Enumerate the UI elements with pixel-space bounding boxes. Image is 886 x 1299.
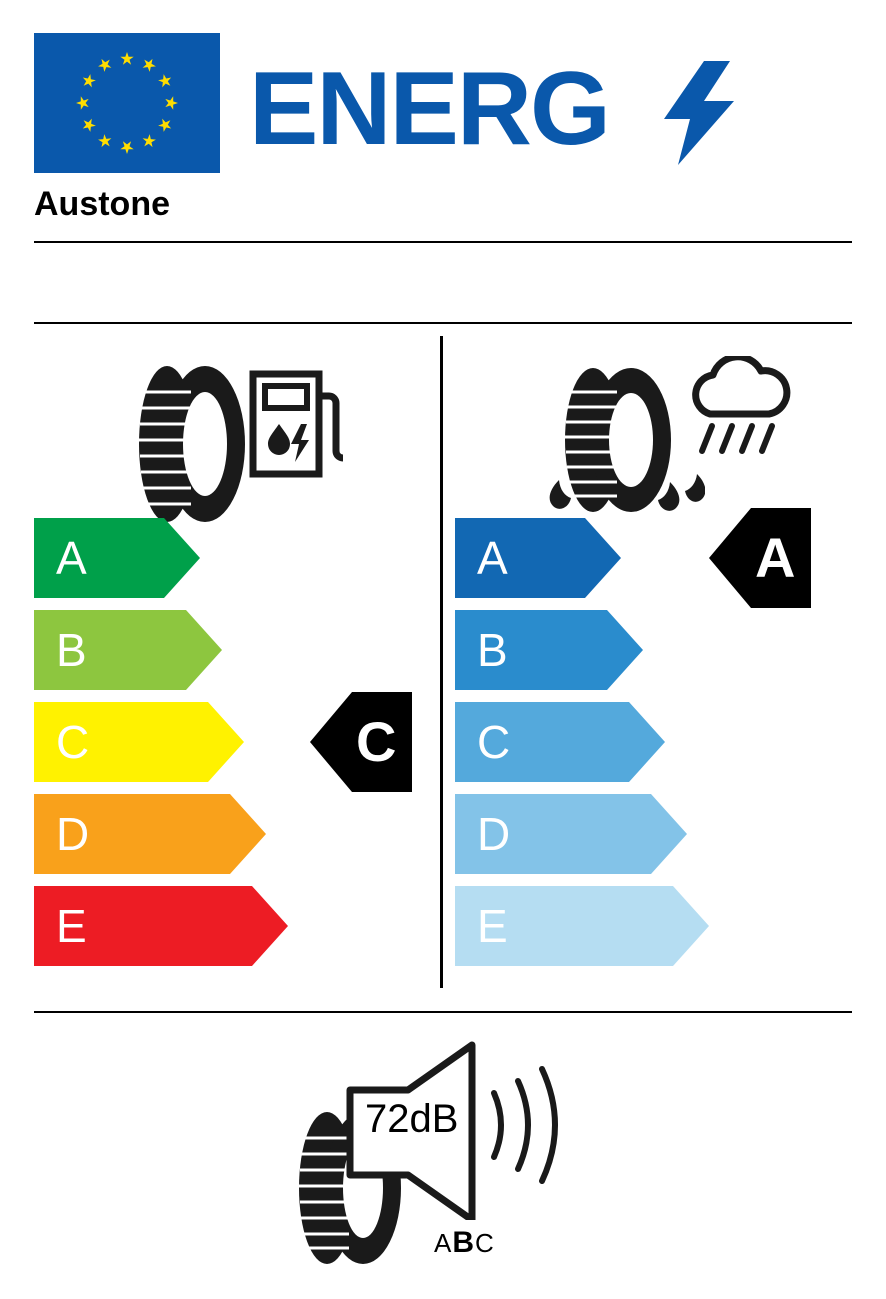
wet-grade-row bbox=[455, 518, 855, 598]
fuel-selected-pointer bbox=[310, 692, 412, 792]
wet-grip-icons bbox=[455, 348, 855, 523]
label-header bbox=[34, 33, 852, 173]
fuel-grade-arrow bbox=[34, 794, 266, 874]
divider-below-panels bbox=[34, 1011, 852, 1013]
noise-panel bbox=[34, 1030, 852, 1280]
divider-between-panels bbox=[440, 336, 443, 988]
fuel-selected-grade: C bbox=[356, 710, 397, 773]
wet-grade-row bbox=[455, 702, 855, 782]
noise-value: 72dB bbox=[365, 1097, 459, 1141]
fuel-grade-arrow bbox=[34, 610, 222, 690]
wet-grip-panel bbox=[455, 336, 855, 996]
wet-grade-arrow bbox=[455, 610, 643, 690]
wet-grade-arrow bbox=[455, 886, 709, 966]
lightning-bolt-icon bbox=[664, 61, 734, 165]
divider-above-panels bbox=[34, 322, 852, 324]
energy-wordmark: ENERG bbox=[249, 51, 609, 167]
grade-letter: B bbox=[56, 624, 87, 676]
fuel-grade-row bbox=[34, 610, 434, 690]
grade-letter: A bbox=[56, 532, 87, 584]
grade-letter: C bbox=[56, 716, 90, 768]
wet-grade-arrow bbox=[455, 518, 621, 598]
fuel-grade-arrow bbox=[34, 702, 244, 782]
wet-grade-arrow bbox=[455, 702, 665, 782]
rain-cloud-icon bbox=[680, 356, 800, 476]
noise-class-a: A bbox=[434, 1228, 453, 1258]
grade-letter: D bbox=[477, 808, 511, 860]
fuel-pump-icon bbox=[249, 368, 344, 478]
grade-letter: A bbox=[477, 532, 508, 584]
brand-name: Austone bbox=[34, 185, 170, 223]
fuel-grade-row bbox=[34, 886, 434, 966]
grade-letter: E bbox=[477, 900, 508, 952]
noise-class-b: B bbox=[452, 1226, 476, 1259]
wet-selected-grade: A bbox=[755, 526, 796, 589]
wet-grip-grade-scale bbox=[455, 518, 855, 978]
wet-grade-arrow bbox=[455, 794, 687, 874]
fuel-grade-arrow bbox=[34, 518, 200, 598]
wet-grade-row bbox=[455, 794, 855, 874]
wet-selected-pointer bbox=[709, 508, 811, 608]
eu-stars-icon bbox=[34, 33, 220, 173]
tyre-icon bbox=[129, 362, 249, 527]
noise-class-scale bbox=[434, 1226, 495, 1260]
fuel-grade-row bbox=[34, 702, 434, 782]
grade-letter: E bbox=[56, 900, 87, 952]
divider-under-brand bbox=[34, 241, 852, 243]
wet-grade-row bbox=[455, 886, 855, 966]
grade-letter: C bbox=[477, 716, 511, 768]
grade-letter: B bbox=[477, 624, 508, 676]
fuel-grade-row bbox=[34, 794, 434, 874]
fuel-icons bbox=[34, 348, 434, 523]
fuel-grade-arrow bbox=[34, 886, 288, 966]
grade-letter: D bbox=[56, 808, 90, 860]
fuel-grade-scale bbox=[34, 518, 434, 978]
wet-grade-row bbox=[455, 610, 855, 690]
fuel-grade-row bbox=[34, 518, 434, 598]
noise-class-c: C bbox=[475, 1228, 495, 1258]
eu-flag-icon bbox=[34, 33, 220, 173]
sound-waves-icon bbox=[484, 1055, 574, 1195]
fuel-efficiency-panel bbox=[34, 336, 434, 996]
